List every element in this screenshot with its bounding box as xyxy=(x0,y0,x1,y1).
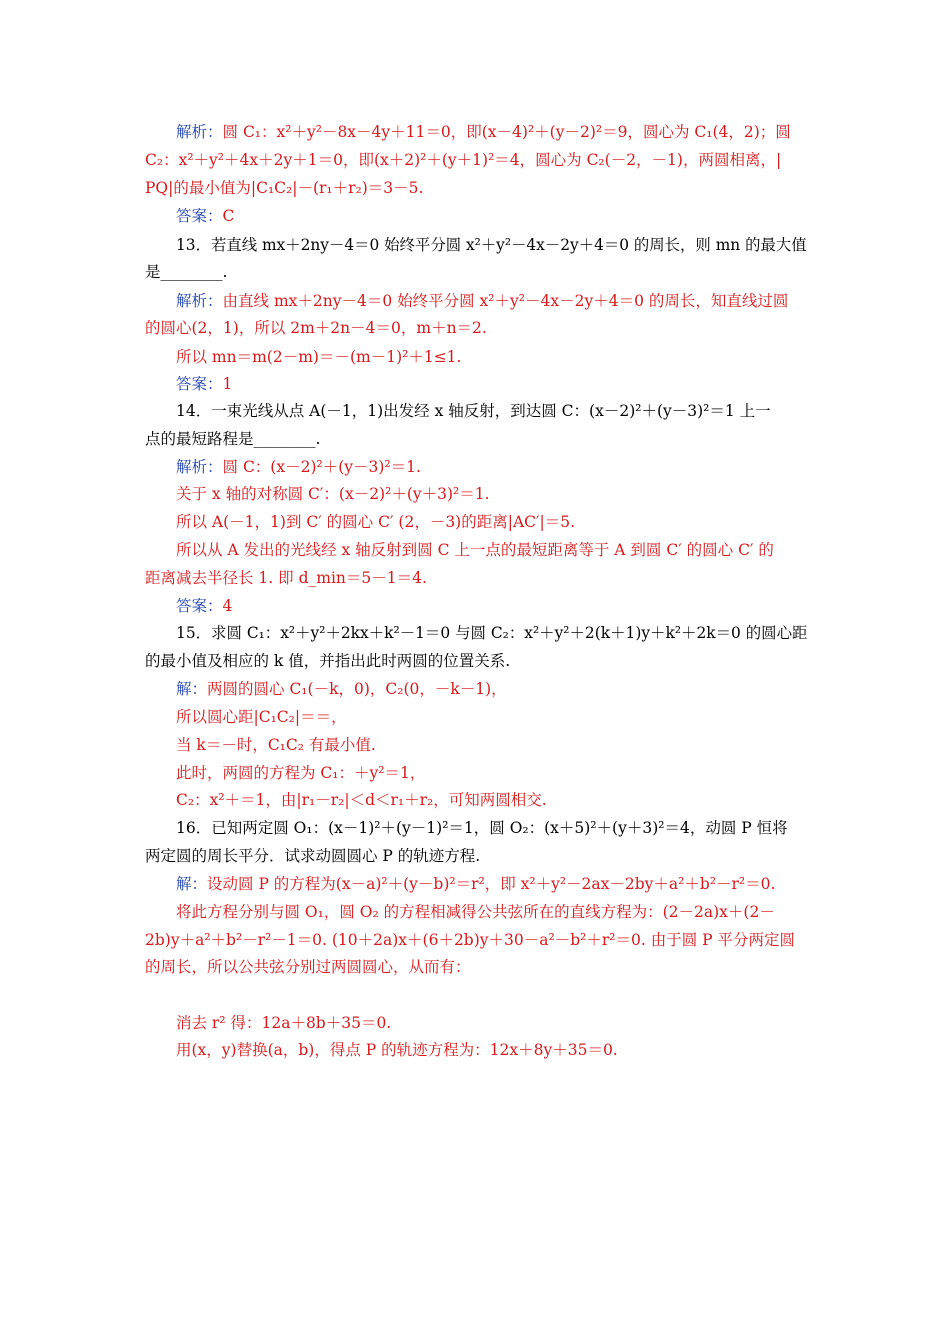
line-text: 距离减去半径长 1. 即 d_min＝5－1＝4. xyxy=(145,569,427,587)
line-text: 两圆的圆心 C₁(－k，0)，C₂(0，－k－1)， xyxy=(207,680,507,698)
line-text: 将此方程分别与圆 O₁，圆 O₂ 的方程相减得公共弦所在的直线方程为：(2－2a)x＋(2－ xyxy=(176,903,775,921)
solution-label: 解析： xyxy=(176,292,223,310)
text-line xyxy=(145,957,471,979)
line-text: 所以 A(－1，1)到 C′ 的圆心 C′ (2，－3)的距离|AC′|＝5. xyxy=(176,513,576,531)
line-text: 当 k＝－时，C₁C₂ 有最小值. xyxy=(176,736,376,754)
text-line xyxy=(176,540,774,562)
text-line xyxy=(176,763,425,785)
line-text: 所以 mn＝m(2－m)＝－(m－1)²＋1≤1. xyxy=(176,348,462,366)
line-text: 13．若直线 mx＋2ny－4＝0 始终平分圆 x²＋y²－4x－2y＋4＝0 的周长，则 mn 的最大值 xyxy=(176,236,807,254)
text-line xyxy=(176,291,788,313)
solution-label: 解： xyxy=(176,680,208,698)
line-text: 4 xyxy=(222,597,233,615)
text-line xyxy=(176,235,807,257)
line-text: 16．已知两定圆 O₁：(x－1)²＋(y－1)²＝1，圆 O₂：(x＋5)²＋(y＋3)²＝4，动圆 P 恒将 xyxy=(176,819,788,837)
line-text: C₂：x²＋y²＋4x＋2y＋1＝0，即(x＋2)²＋(y＋1)²＝4，圆心为 C₂(－2，－1)，两圆相离，| xyxy=(145,151,782,169)
text-line xyxy=(145,178,423,200)
text-line xyxy=(145,318,487,340)
text-line xyxy=(145,846,480,868)
line-text: 圆 C：(x－2)²＋(y－3)²＝1. xyxy=(222,458,421,476)
text-line xyxy=(176,512,575,534)
line-text: 消去 r² 得：12a＋8b＋35＝0. xyxy=(176,1014,392,1032)
line-text: 此时，两圆的方程为 C₁：＋y²＝1， xyxy=(176,764,426,782)
text-line xyxy=(176,206,234,228)
text-line xyxy=(145,930,795,952)
line-text: 14．一束光线从点 A(－1，1)出发经 x 轴反射，到达圆 C：(x－2)²＋(y－3)²＝1 上一 xyxy=(176,402,771,420)
line-text: 的圆心(2，1)，所以 2m＋2n－4＝0，m＋n＝2. xyxy=(145,319,487,337)
text-line xyxy=(176,679,507,701)
line-text: 是________. xyxy=(145,263,228,281)
line-text: 由直线 mx＋2ny－4＝0 始终平分圆 x²＋y²－4x－2y＋4＝0 的周长，知直线过圆 xyxy=(222,292,789,310)
text-line xyxy=(176,818,788,840)
solution-label: 解析： xyxy=(176,458,223,476)
text-line xyxy=(145,568,427,590)
line-text: 用(x，y)替换(a，b)，得点 P 的轨迹方程为：12x＋8y＋35＝0. xyxy=(176,1041,618,1059)
solution-label: 答案： xyxy=(176,597,223,615)
text-line xyxy=(176,122,791,144)
line-text: 的最小值及相应的 k 值，并指出此时两圆的位置关系. xyxy=(145,652,511,670)
text-line xyxy=(145,262,227,284)
line-text: 两定圆的周长平分．试求动圆圆心 P 的轨迹方程. xyxy=(145,847,481,865)
line-text: C₂：x²＋＝1，由|r₁－r₂|＜d＜r₁＋r₂，可知两圆相交. xyxy=(176,791,547,809)
text-line xyxy=(176,874,775,896)
text-line xyxy=(176,707,347,729)
line-text: 所以从 A 发出的光线经 x 轴反射到圆 C 上一点的最短距离等于 A 到圆 C′ 的圆心 C′ 的 xyxy=(176,541,774,559)
text-line xyxy=(176,735,376,757)
text-line xyxy=(176,374,232,396)
line-text: 1 xyxy=(222,375,233,393)
text-line xyxy=(176,1040,618,1062)
text-line xyxy=(176,347,461,369)
line-text: C xyxy=(222,207,235,225)
text-line xyxy=(176,596,232,618)
text-line xyxy=(176,457,421,479)
solution-label: 解： xyxy=(176,875,208,893)
text-line xyxy=(176,484,490,506)
text-line xyxy=(176,790,547,812)
solution-label: 答案： xyxy=(176,375,223,393)
line-text: 2b)y＋a²＋b²－r²－1＝0. (10＋2a)x＋(6＋2b)y＋30－a²－b²＋r²＝0. 由于圆 P 平分两定圆 xyxy=(145,931,795,949)
line-text: PQ|的最小值为|C₁C₂|－(r₁＋r₂)＝3－5. xyxy=(145,179,424,197)
line-text: 的周长，所以公共弦分别过两圆圆心，从而有： xyxy=(145,958,471,976)
text-line xyxy=(176,902,775,924)
line-text: 15．求圆 C₁：x²＋y²＋2kx＋k²－1＝0 与圆 C₂：x²＋y²＋2(k＋1)y＋k²＋2k＝0 的圆心距 xyxy=(176,624,808,642)
text-line xyxy=(145,651,510,673)
line-text: 关于 x 轴的对称圆 C′：(x－2)²＋(y＋3)²＝1. xyxy=(176,485,490,503)
solution-label: 答案： xyxy=(176,207,223,225)
line-text: 圆 C₁：x²＋y²－8x－4y＋11＝0，即(x－4)²＋(y－2)²＝9，圆心为 C₁(4，2)；圆 xyxy=(222,123,791,141)
line-text: 所以圆心距|C₁C₂|＝＝， xyxy=(176,708,347,726)
text-line xyxy=(176,401,771,423)
text-line xyxy=(176,623,807,645)
solution-label: 解析： xyxy=(176,123,223,141)
text-line xyxy=(145,429,320,451)
text-line xyxy=(176,1013,391,1035)
line-text: 点的最短路程是________. xyxy=(145,430,321,448)
text-line xyxy=(145,150,781,172)
line-text: 设动圆 P 的方程为(x－a)²＋(y－b)²＝r²，即 x²＋y²－2ax－2by＋a²＋b²－r²＝0. xyxy=(207,875,776,893)
